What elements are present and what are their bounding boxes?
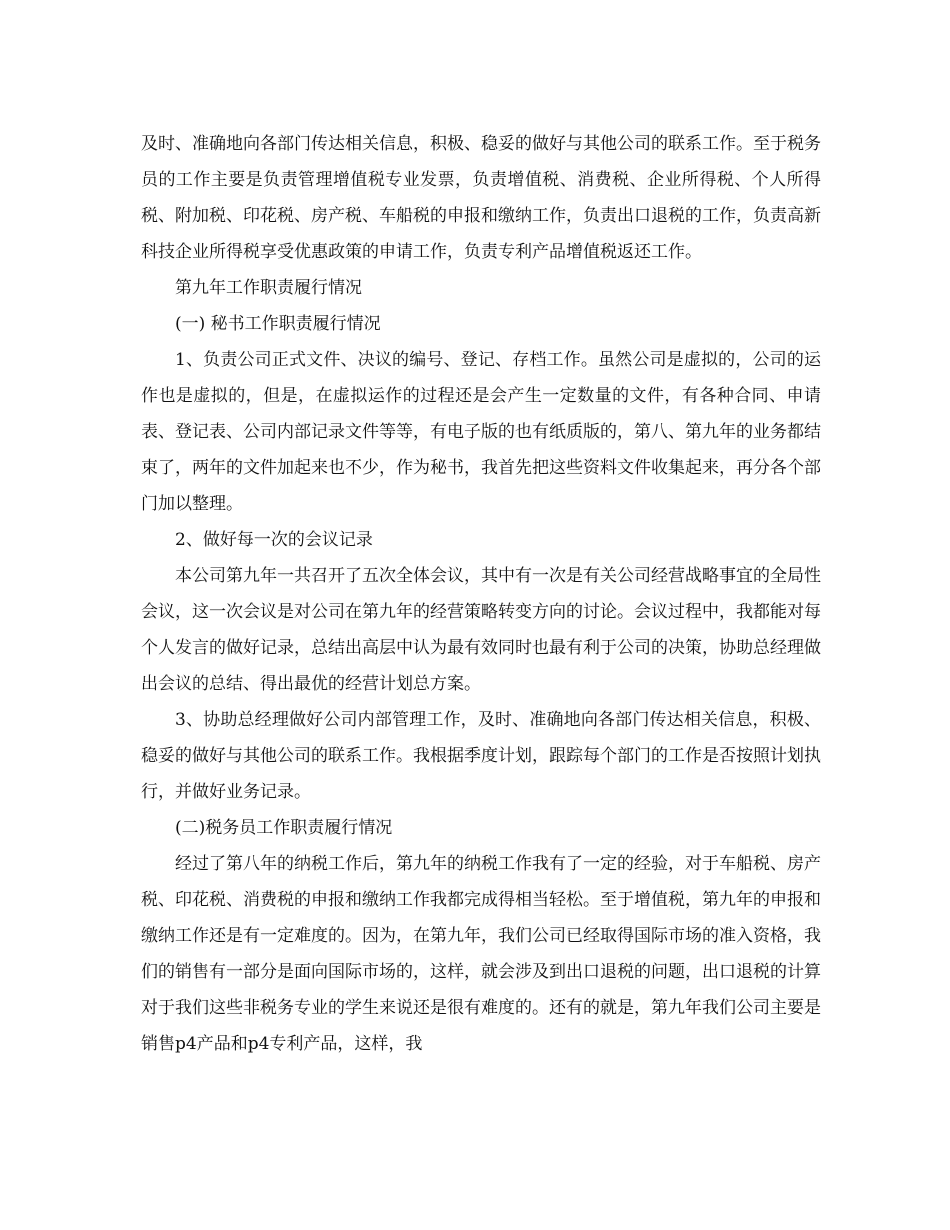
subsection-heading-secretary: (一) 秘书工作职责履行情况 (175, 314, 381, 334)
subsection-heading-tax: (二)税务员工作职责履行情况 (175, 818, 393, 838)
item-heading-meeting-records: 2、做好每一次的会议记录 (175, 530, 373, 550)
paragraph-meetings: 本公司第九年一共召开了五次全体会议，其中有一次是有关公司经营战略事宜的全局性会议，这一次会议是对公司在第九年的经营策略转变方向的讨论。会议过程中，我都能对每个人发言的做好记录，总结出高层中认为最有效同时也最有利于公司的决策，协助总经理做出会议的总结、得出最优的经营计划总方案。 (141, 566, 821, 694)
paragraph-documents: 1、负责公司正式文件、决议的编号、登记、存档工作。虽然公司是虚拟的，公司的运作也是虚拟的，但是，在虚拟运作的过程还是会产生一定数量的文件，有各种合同、申请表、登记表、公司内部记录文件等等，有电子版的也有纸质版的，第八、第九年的业务都结束了，两年的文件加起来也不少，作为秘书，我首先把这些资料文件收集起来，再分各个部门加以整理。 (141, 350, 821, 514)
paragraph-internal-management: 3、协助总经理做好公司内部管理工作，及时、准确地向各部门传达相关信息，积极、稳妥的做好与其他公司的联系工作。我根据季度计划，跟踪每个部门的工作是否按照计划执行，并做好业务记录。 (141, 710, 821, 802)
paragraph-continuation: 及时、准确地向各部门传达相关信息，积极、稳妥的做好与其他公司的联系工作。至于税务员的工作主要是负责管理增值税专业发票，负责增值税、消费税、企业所得税、个人所得税、附加税、印花税、房产税、车船税的申报和缴纳工作，负责出口退税的工作，负责高新科技企业所得税享受优惠政策的申请工作，负责专利产品增值税返还工作。 (141, 134, 821, 262)
document-body (141, 126, 821, 1062)
paragraph-tax-work: 经过了第八年的纳税工作后，第九年的纳税工作我有了一定的经验，对于车船税、房产税、印花税、消费税的申报和缴纳工作我都完成得相当轻松。至于增值税，第九年的申报和缴纳工作还是有一定难度的。因为，在第九年，我们公司已经取得国际市场的准入资格，我们的销售有一部分是面向国际市场的，这样，就会涉及到出口退税的问题，出口退税的计算对于我们这些非税务专业的学生来说还是很有难度的。还有的就是，第九年我们公司主要是销售p4产品和p4专利产品，这样，我 (141, 854, 821, 1054)
section-heading-year-nine: 第九年工作职责履行情况 (175, 278, 362, 298)
